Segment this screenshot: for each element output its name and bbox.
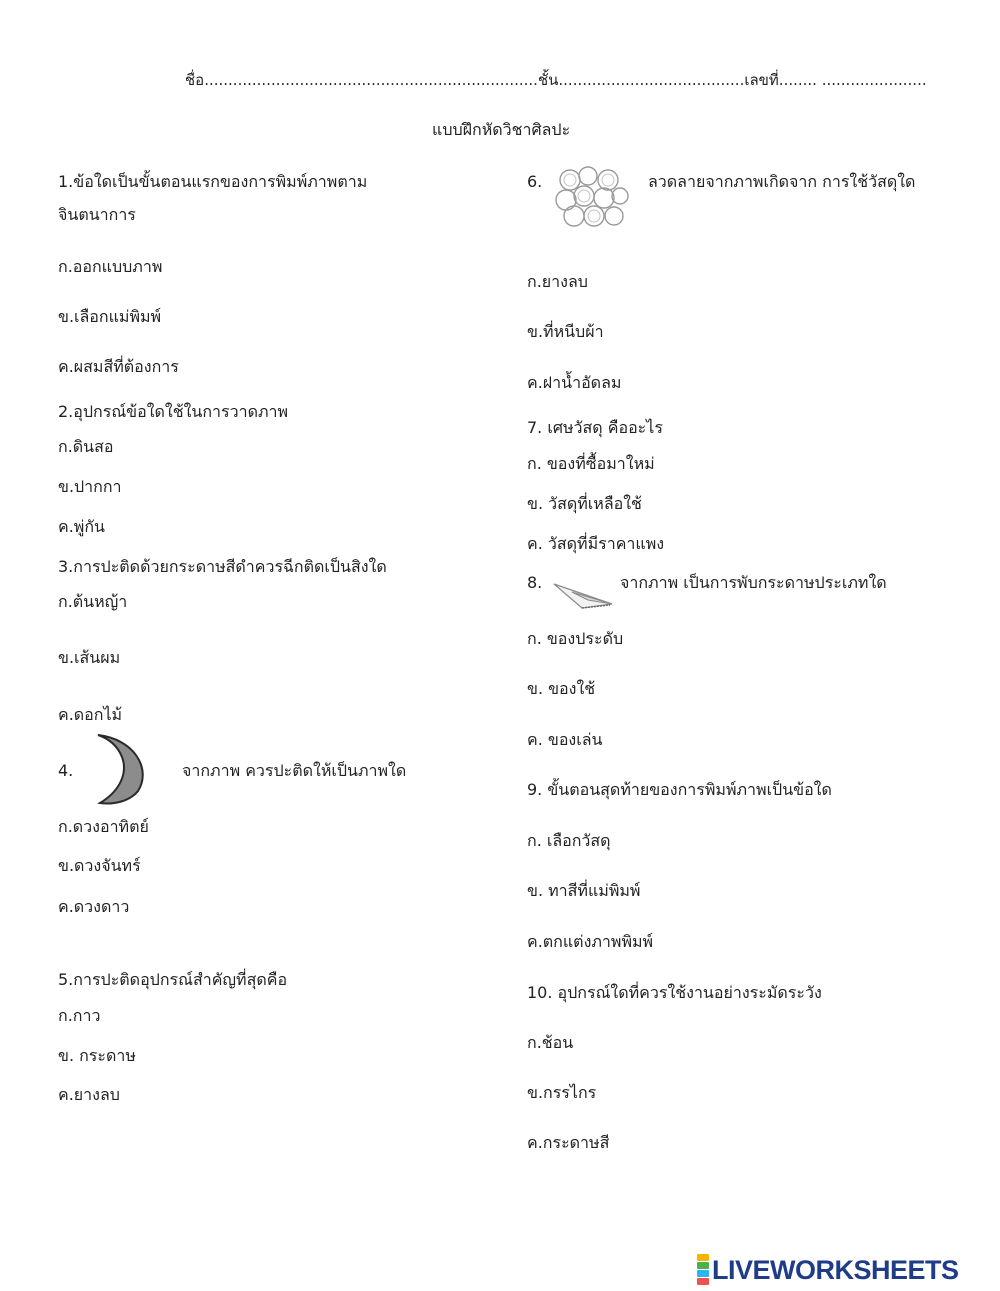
question-9-option-a: ก. เลือกวัสดุ [527,831,611,850]
logo-badge-icon [697,1254,709,1285]
question-5: 5.การปะติดอุปกรณ์สำคัญที่สุดคือ [58,970,288,989]
crescent-moon-image [94,733,150,805]
question-2-option-a: ก.ดินสอ [58,437,114,456]
question-9-option-c: ค.ตกแต่งภาพพิมพ์ [527,932,654,951]
question-4-option-c: ค.ดวงดาว [58,897,130,916]
question-4-option-a: ก.ดวงอาทิตย์ [58,817,149,836]
logo-text: LIVEWORKSHEETS [712,1254,959,1285]
question-6-option-b: ข.ที่หนีบผ้า [527,322,604,341]
question-9-option-b: ข. ทาสีที่แม่พิมพ์ [527,881,641,900]
question-5-option-c: ค.ยางลบ [58,1085,120,1104]
question-10-option-b: ข.กรรไกร [527,1083,597,1102]
question-7: 7. เศษวัสดุ คืออะไร [527,418,663,437]
question-3-option-a: ก.ต้นหญ้า [58,592,128,611]
question-5-option-a: ก.กาว [58,1006,101,1025]
question-7-option-b: ข. วัสดุที่เหลือใช้ [527,494,642,513]
question-6-option-a: ก.ยางลบ [527,272,588,291]
question-1-option-b: ข.เลือกแม่พิมพ์ [58,307,162,326]
question-4: จากภาพ ควรปะติดให้เป็นภาพใด [182,761,407,780]
logo-badge-segment [697,1262,709,1269]
logo-badge-segment [697,1278,709,1285]
question-6-option-c: ค.ฝาน้ำอัดลม [527,373,622,392]
question-1-line-2: จินตนาการ [58,205,136,224]
question-3-option-b: ข.เส้นผม [58,648,121,667]
question-9: 9. ขั้นตอนสุดท้ายของการพิมพ์ภาพเป็นข้อใด [527,780,832,799]
question-2: 2.อุปกรณ์ข้อใดใช้ในการวาดภาพ [58,402,289,421]
question-8-option-a: ก. ของประดับ [527,629,624,648]
question-10-option-c: ค.กระดาษสี [527,1133,610,1152]
name-class-number-line: ชื่อ......................................................................ชั้น.......................................เลขที่........ ...................... [185,71,927,89]
logo-badge-segment [697,1270,709,1277]
question-8-number: 8. [527,573,543,592]
liveworksheets-logo [697,1254,959,1285]
question-7-option-c: ค. วัสดุที่มีราคาแพง [527,534,665,553]
question-8: จากภาพ เป็นการพับกระดาษประเภทใด [620,573,887,592]
question-3: 3.การปะติดด้วยกระดาษสีดำควรฉีกติดเป็นสิงใด [58,557,387,576]
question-4-number: 4. [58,761,74,780]
paper-plane-image [552,578,614,612]
question-2-option-c: ค.พู่กัน [58,517,105,536]
question-1-line-1: 1.ข้อใดเป็นขั้นตอนแรกของการพิมพ์ภาพตาม [58,172,368,191]
question-10: 10. อุปกรณ์ใดที่ควรใช้งานอย่างระมัดระวัง [527,983,822,1002]
question-1-option-c: ค.ผสมสีที่ต้องการ [58,357,179,376]
question-3-option-c: ค.ดอกไม้ [58,705,123,724]
worksheet-title: แบบฝึกหัดวิชาศิลปะ [432,120,571,139]
logo-badge-segment [697,1254,709,1261]
question-8-option-b: ข. ของใช้ [527,679,596,698]
bottle-cap-print-image [554,166,630,230]
question-4-option-b: ข.ดวงจันทร์ [58,856,141,875]
question-10-option-a: ก.ช้อน [527,1033,574,1052]
question-8-option-c: ค. ของเล่น [527,730,603,749]
question-6-number: 6. [527,172,543,191]
question-5-option-b: ข. กระดาษ [58,1046,136,1065]
question-1-option-a: ก.ออกแบบภาพ [58,257,163,276]
question-6: ลวดลายจากภาพเกิดจาก การใช้วัสดุใด [648,172,916,191]
question-7-option-a: ก. ของที่ซื้อมาใหม่ [527,454,655,473]
question-2-option-b: ข.ปากกา [58,477,122,496]
